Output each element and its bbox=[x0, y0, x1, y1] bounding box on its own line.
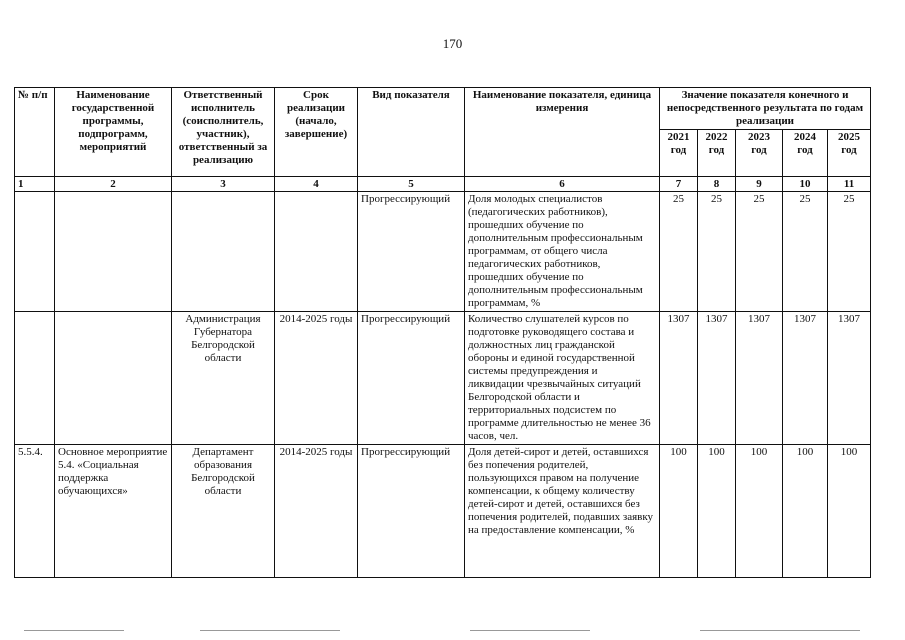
row-indicator-type: Прогрессирующий bbox=[358, 312, 465, 445]
row-indicator-type: Прогрессирующий bbox=[358, 445, 465, 578]
row-value-2022: 100 bbox=[698, 445, 736, 578]
row-value-2024: 25 bbox=[783, 192, 828, 312]
year-2025: 2025 год bbox=[828, 130, 871, 177]
row-responsible: Администрация Губернатора Белгородской области bbox=[172, 312, 275, 445]
year-2022: 2022 год bbox=[698, 130, 736, 177]
row-indicator-name: Доля детей-сирот и детей, оставшихся без попечения родителей, пользующихся правом на получение компенсации, к общему количеству детей-сирот и детей, оставшихся без попечения родителей, подавших заявку на предоставление компенсации, % bbox=[465, 445, 660, 578]
column-number-row bbox=[15, 177, 871, 192]
header-term: Срок реализации (начало, завершение) bbox=[275, 88, 358, 177]
row-num bbox=[15, 192, 55, 312]
row-responsible: Департамент образования Белгородской области bbox=[172, 445, 275, 578]
header-program-name: Наименование государственной программы, подпрограмм, мероприятий bbox=[55, 88, 172, 177]
col-number: 6 bbox=[465, 177, 660, 192]
header-row bbox=[15, 88, 871, 130]
row-value-2022: 1307 bbox=[698, 312, 736, 445]
col-number: 10 bbox=[783, 177, 828, 192]
header-indicator-name: Наименование показателя, единица измерения bbox=[465, 88, 660, 177]
table-row bbox=[15, 312, 871, 445]
scan-artifact-line bbox=[200, 630, 340, 631]
col-number: 5 bbox=[358, 177, 465, 192]
row-program-name bbox=[55, 312, 172, 445]
col-number: 9 bbox=[736, 177, 783, 192]
row-value-2023: 25 bbox=[736, 192, 783, 312]
row-indicator-type: Прогрессирующий bbox=[358, 192, 465, 312]
col-number: 1 bbox=[15, 177, 55, 192]
header-values: Значение показателя конечного и непосредственного результата по годам реализации bbox=[660, 88, 871, 130]
col-number: 3 bbox=[172, 177, 275, 192]
header-indicator-type: Вид показателя bbox=[358, 88, 465, 177]
row-value-2022: 25 bbox=[698, 192, 736, 312]
row-value-2025: 100 bbox=[828, 445, 871, 578]
col-number: 2 bbox=[55, 177, 172, 192]
header-responsible: Ответственный исполнитель (соисполнитель, участник), ответственный за реализацию bbox=[172, 88, 275, 177]
row-term bbox=[275, 192, 358, 312]
year-2021: 2021 год bbox=[660, 130, 698, 177]
row-value-2024: 100 bbox=[783, 445, 828, 578]
row-value-2023: 1307 bbox=[736, 312, 783, 445]
page-number: 170 bbox=[442, 36, 463, 51]
row-value-2025: 1307 bbox=[828, 312, 871, 445]
year-2024: 2024 год bbox=[783, 130, 828, 177]
row-indicator-name: Доля молодых специалистов (педагогических работников), прошедших обучение по дополнительным профессиональным программам, от общего числа педагогических работников, прошедших обучение по дополнительным профессиональным программам, % bbox=[465, 192, 660, 312]
row-value-2021: 1307 bbox=[660, 312, 698, 445]
col-number: 7 bbox=[660, 177, 698, 192]
indicator-table bbox=[14, 87, 871, 578]
row-value-2024: 1307 bbox=[783, 312, 828, 445]
row-indicator-name: Количество слушателей курсов по подготовке руководящего состава и должностных лиц гражданской обороны и единой государственной системы предупреждения и ликвидации чрезвычайных ситуаций Белгородской области и территориальных подсистем по программе длительностью не менее 36 часов, чел. bbox=[465, 312, 660, 445]
col-number: 11 bbox=[828, 177, 871, 192]
row-value-2021: 25 bbox=[660, 192, 698, 312]
row-program-name bbox=[55, 192, 172, 312]
scan-artifact-line bbox=[470, 630, 590, 631]
row-num: 5.5.4. bbox=[15, 445, 55, 578]
year-2023: 2023 год bbox=[736, 130, 783, 177]
row-value-2021: 100 bbox=[660, 445, 698, 578]
col-number: 4 bbox=[275, 177, 358, 192]
row-term: 2014-2025 годы bbox=[275, 312, 358, 445]
row-value-2025: 25 bbox=[828, 192, 871, 312]
table-row bbox=[15, 445, 871, 578]
row-program-name: Основное мероприятие 5.4. «Социальная поддержка обучающихся» bbox=[55, 445, 172, 578]
scan-artifact-line bbox=[24, 630, 124, 631]
row-value-2023: 100 bbox=[736, 445, 783, 578]
scan-artifact-line bbox=[700, 630, 860, 631]
table-row bbox=[15, 192, 871, 312]
col-number: 8 bbox=[698, 177, 736, 192]
row-term: 2014-2025 годы bbox=[275, 445, 358, 578]
header-num: № п/п bbox=[15, 88, 55, 177]
row-responsible bbox=[172, 192, 275, 312]
row-num bbox=[15, 312, 55, 445]
